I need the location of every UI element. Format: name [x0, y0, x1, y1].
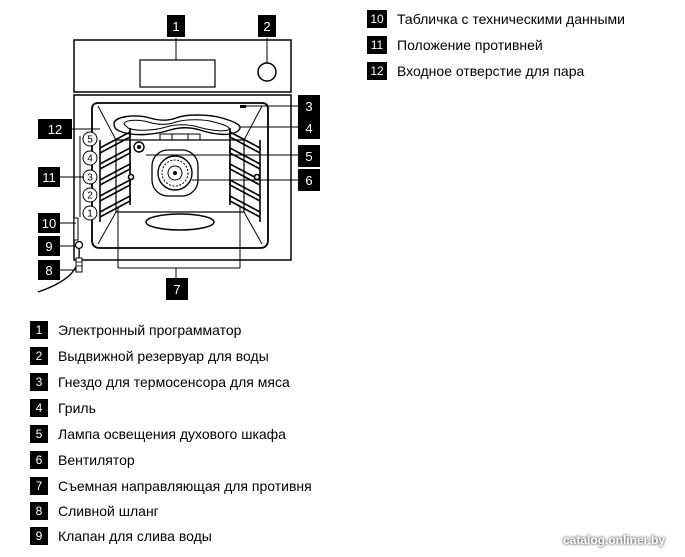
- legend-label: Выдвижной резервуар для воды: [58, 348, 269, 364]
- watermark: catalog.onliner.by: [562, 533, 665, 547]
- legend-number: 1: [30, 321, 48, 339]
- legend-item-7: [30, 476, 312, 496]
- legend-number: 3: [30, 373, 48, 391]
- callout-8: [38, 260, 60, 280]
- legend-label: Лампа освещения духового шкафа: [58, 426, 286, 442]
- callout-5: [298, 145, 320, 167]
- legend-number: 9: [30, 527, 48, 545]
- legend-item-10: [367, 9, 625, 29]
- callout-2: [258, 15, 276, 37]
- shelf-position-2: 2: [87, 190, 93, 202]
- legend-item-12: [367, 61, 584, 81]
- callout-3: [298, 95, 320, 117]
- legend-number: 4: [30, 399, 48, 417]
- water-tank-knob: [258, 63, 276, 81]
- legend-label: Клапан для слива воды: [58, 528, 212, 544]
- callout-10: [38, 213, 60, 233]
- shelf-position-4: 4: [87, 153, 93, 165]
- shelf-position-1: 1: [87, 208, 93, 220]
- legend-label: Съемная направляющая для противня: [58, 478, 312, 494]
- legend-item-11: [367, 35, 543, 55]
- legend-label: Гриль: [58, 400, 96, 416]
- legend-item-2: [30, 346, 269, 366]
- legend-number: 6: [30, 451, 48, 469]
- callout-4: [298, 117, 320, 139]
- svg-text:2: 2: [263, 19, 271, 34]
- legend-label: Входное отверстие для пара: [397, 63, 585, 79]
- legend-label: Вентилятор: [58, 452, 135, 468]
- callout-11: [38, 167, 60, 187]
- svg-text:12: 12: [47, 122, 63, 137]
- legend-item-1: [30, 320, 241, 340]
- shelf-position-5: 5: [87, 134, 93, 146]
- svg-text:1: 1: [172, 19, 180, 34]
- shelf-position-3: 3: [87, 172, 93, 184]
- svg-text:3: 3: [305, 99, 313, 114]
- legend-item-3: [30, 372, 290, 392]
- legend-number: 11: [367, 36, 387, 54]
- svg-text:4: 4: [305, 121, 313, 136]
- legend-item-8: [30, 501, 159, 521]
- legend-number: 8: [30, 502, 48, 520]
- callout-1: [167, 15, 185, 37]
- legend-item-9: [30, 526, 212, 546]
- legend-label: Табличка с техническими данными: [397, 11, 625, 27]
- legend-number: 7: [30, 477, 48, 495]
- svg-text:6: 6: [305, 173, 313, 188]
- drain-valve: [76, 242, 83, 249]
- legend-label: Гнездо для термосенсора для мяса: [58, 374, 290, 390]
- callout-7: [166, 278, 188, 300]
- legend-label: Электронный программатор: [58, 322, 242, 338]
- legend-item-5: [30, 424, 286, 444]
- rating-plate: [74, 218, 78, 240]
- legend-number: 12: [367, 62, 387, 80]
- callout-9: [38, 236, 60, 256]
- callout-12: [38, 119, 72, 139]
- svg-text:5: 5: [305, 149, 313, 164]
- svg-text:9: 9: [45, 239, 53, 254]
- legend-item-4: [30, 398, 96, 418]
- callout-6: [298, 169, 320, 191]
- legend-number: 2: [30, 347, 48, 365]
- svg-text:7: 7: [173, 282, 181, 297]
- legend-number: 10: [367, 10, 387, 28]
- meat-sensor-socket: [240, 105, 246, 108]
- legend-item-6: [30, 450, 135, 470]
- legend-number: 5: [30, 425, 48, 443]
- legend-label: Положение противней: [397, 37, 543, 53]
- svg-text:10: 10: [41, 216, 57, 231]
- legend-label: Сливной шланг: [58, 503, 159, 519]
- svg-text:11: 11: [42, 170, 56, 185]
- svg-text:8: 8: [45, 263, 53, 278]
- programmer-display: [140, 60, 215, 87]
